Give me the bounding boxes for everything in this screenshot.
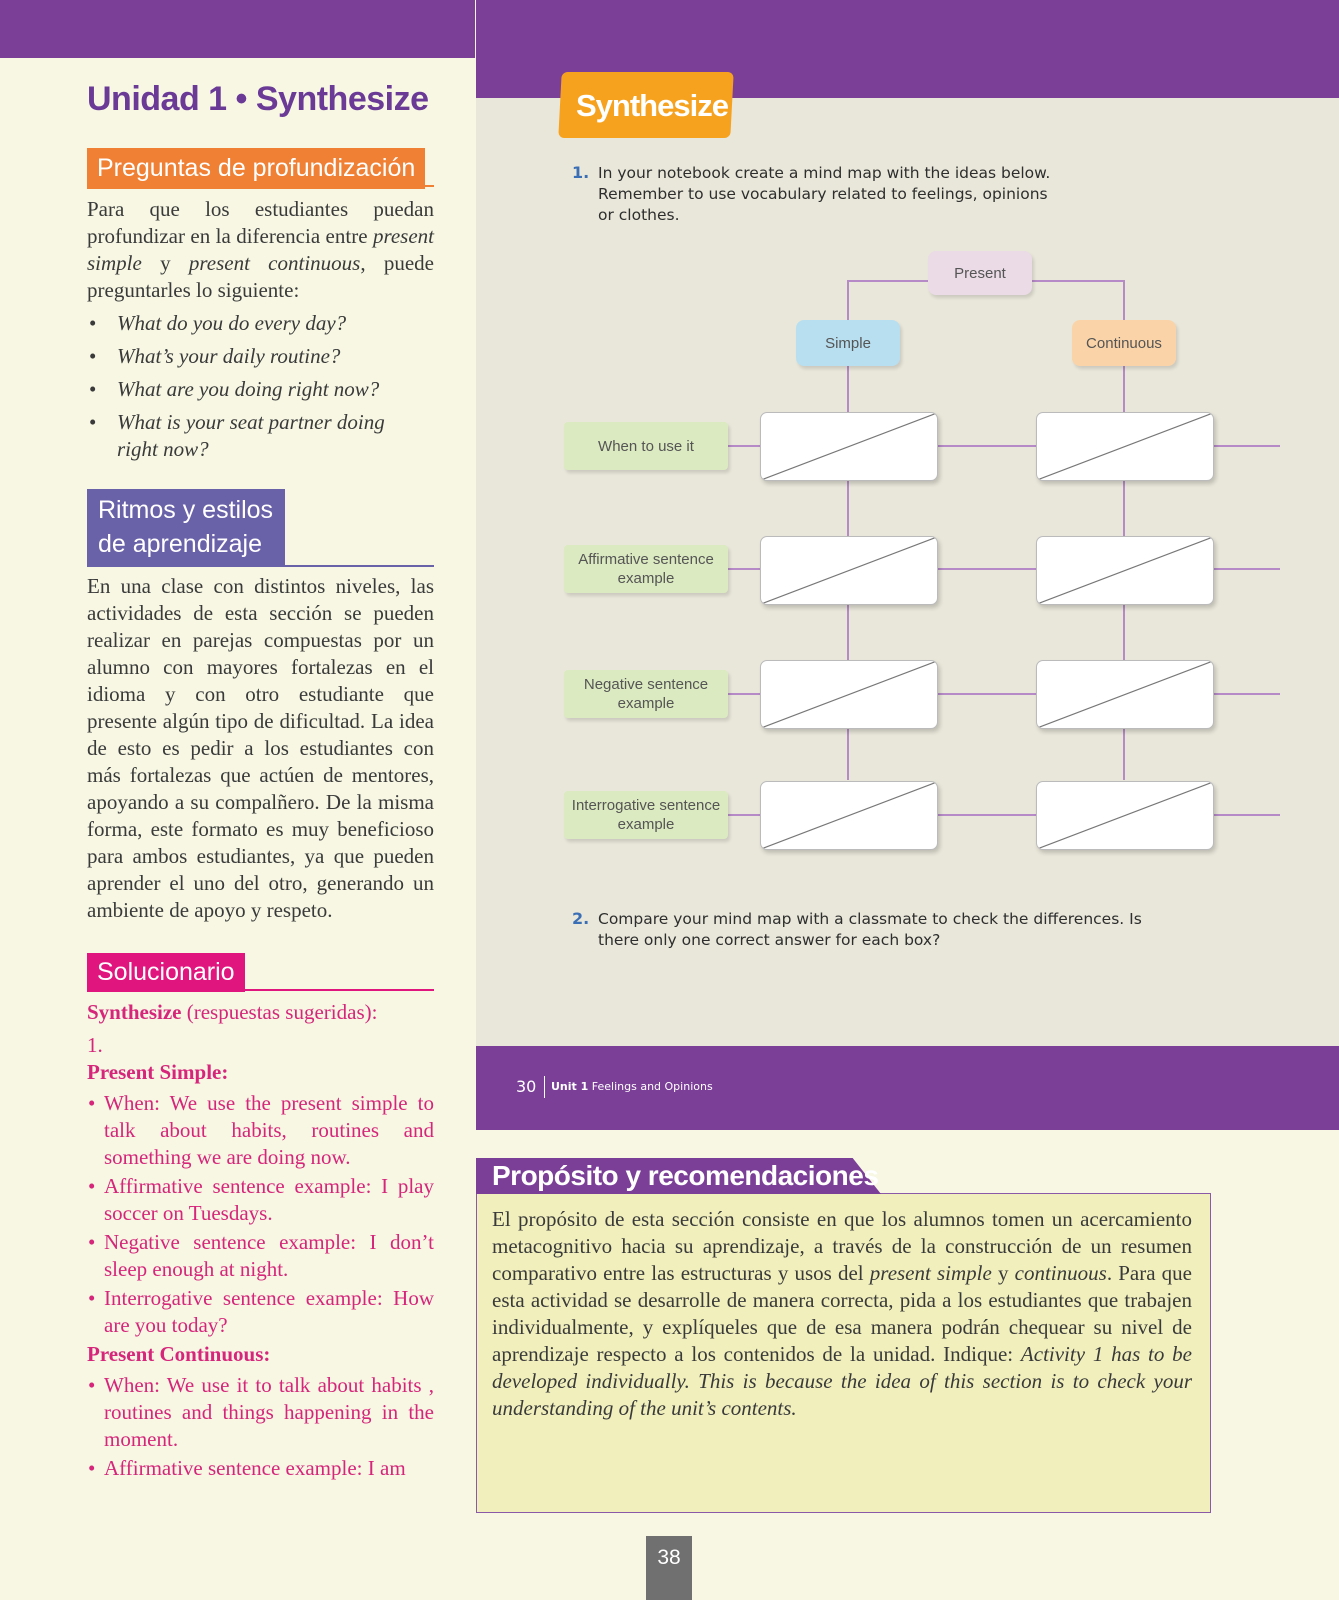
simple-item: • Interrogative sentence example: How are you today? (87, 1285, 434, 1339)
footer-title: Feelings and Opinions (591, 1080, 713, 1093)
continuous-heading: Present Continuous: (87, 1342, 271, 1366)
mindmap-connectors (476, 0, 1339, 1046)
purpose-em: present simple (869, 1261, 992, 1285)
simple-item: • Negative sentence example: I don’t sleep enough at night. (87, 1229, 434, 1283)
simple-heading: Present Simple: (87, 1060, 229, 1084)
continuous-list (87, 1372, 434, 1482)
answer-box (1036, 781, 1214, 850)
profundizacion-rule (87, 185, 434, 187)
purpose-heading: Propósito y recomendaciones (492, 1160, 879, 1191)
simple-item: • When: We use the present simple to talk about habits, routines and something we are doing now. (87, 1090, 434, 1171)
mindmap-row-label: Interrogative sentence example (564, 791, 728, 839)
question-item: • What is your seat partner doing right now? (87, 409, 417, 463)
unit-title: Unidad 1 • Synthesize (87, 80, 429, 118)
book-footer-text (551, 1080, 713, 1093)
question-item: • What do you do every day? (87, 310, 417, 337)
purpose-text-part: . Para que esta actividad se desarrolle de manera correcta, pida a los estudiantes que trabajen individualmente, y explíqueles que de esa manera podrán chequear su nivel de aprendizaje respecto a los contenidos de la unidad. Indique: (492, 1261, 1193, 1366)
answer-box (760, 781, 938, 850)
solucionario-body (87, 999, 434, 1484)
ritmos-heading-line: de aprendizaje (98, 530, 263, 558)
q1-number: 1. (572, 163, 590, 182)
question-list (87, 310, 417, 469)
answer-box (1036, 412, 1214, 481)
purpose-text (492, 1206, 1192, 1422)
mindmap-row-label: When to use it (564, 422, 728, 470)
q2-number: 2. (572, 909, 590, 928)
answer-box (1036, 660, 1214, 729)
synthesize-tab-label: Synthesize (576, 88, 728, 123)
q2-text: Compare your mind map with a classmate to check the differences. Is there only one correct answer for each box? (598, 910, 1142, 949)
purpose-em: Activity 1 has to be developed individually. This is because the idea of this section is to check your understanding of the unit’s contents. (492, 1342, 1192, 1420)
mindmap-row-label: Negative sentence example (564, 670, 728, 718)
purpose-text-part: y (991, 1261, 1015, 1285)
continuous-item: • Affirmative sentence example: I am (87, 1455, 434, 1482)
footer-divider (544, 1076, 545, 1098)
item-number: 1. (87, 1033, 103, 1057)
purpose-em: continuous (1014, 1261, 1107, 1285)
simple-list (87, 1090, 434, 1339)
profundizacion-heading: Preguntas de profundización (87, 148, 425, 189)
answer-box (760, 536, 938, 605)
ritmos-text: En una clase con distintos niveles, las actividades de esta sección se pueden realizar en parejas compuestas por un alumno con mayores fortalezas en el idioma y con otro estudiante que presente algún tipo de dificultad. La idea de esto es pedir a los estudiantes con más fortalezas que actúen de mentores, apoyando a su compalñero. De la misma forma, este formato es muy beneficioso para ambos estudiantes, ya que pueden aprender el uno del otro, generando un ambiente de apoyo y respeto. (87, 574, 434, 922)
question-item: • What are you doing right now? (87, 376, 417, 403)
student-book-page (476, 0, 1339, 1130)
answer-box (1036, 536, 1214, 605)
intro-text: y (141, 251, 189, 275)
mindmap-col-continuous: Continuous (1072, 320, 1176, 366)
purpose-text-part: El propósito de esta sección consiste en que los alumnos tomen un acercamiento metacognitivo hacia su aprendizaje, a través de la construcción de un resumen comparativo entre las estructuras y usos del (492, 1207, 1192, 1285)
question-item: • What’s your daily routine? (87, 343, 417, 370)
ritmos-rule (87, 565, 434, 567)
q1-text: In your notebook create a mind map with the ideas below. Remember to use vocabulary related to feelings, opinions or clothes. (598, 164, 1051, 224)
intro-text: , puede preguntarles lo siguiente: (87, 251, 434, 302)
ritmos-heading-line: Ritmos y estilos (98, 496, 274, 524)
footer-unit: Unit 1 (551, 1080, 589, 1093)
simple-item: • Affirmative sentence example: I play soccer on Tuesdays. (87, 1173, 434, 1227)
synth-line (87, 999, 434, 1026)
profundizacion-intro (87, 196, 434, 304)
answer-box (760, 660, 938, 729)
intro-em-simple: present simple (87, 224, 434, 275)
synth-rest: (respuestas sugeridas): (181, 1000, 378, 1024)
intro-em-continuous: present continuous (188, 251, 361, 275)
page-number: 38 (646, 1536, 692, 1600)
answer-box (760, 412, 938, 481)
mindmap-col-simple: Simple (796, 320, 900, 366)
ritmos-heading (87, 489, 285, 565)
mindmap-root-present: Present (928, 251, 1032, 295)
continuous-item: • When: We use it to talk about habits , routines and things happening in the moment. (87, 1372, 434, 1453)
intro-text: Para que los estudiantes puedan profundizar en la diferencia entre (87, 197, 434, 248)
solucionario-heading: Solucionario (87, 953, 245, 992)
solucionario-rule (87, 989, 434, 991)
top-bar (0, 0, 475, 58)
book-page-number: 30 (516, 1077, 537, 1096)
mindmap-row-label: Affirmative sentence example (564, 545, 728, 593)
synth-label: Synthesize (87, 1000, 182, 1024)
